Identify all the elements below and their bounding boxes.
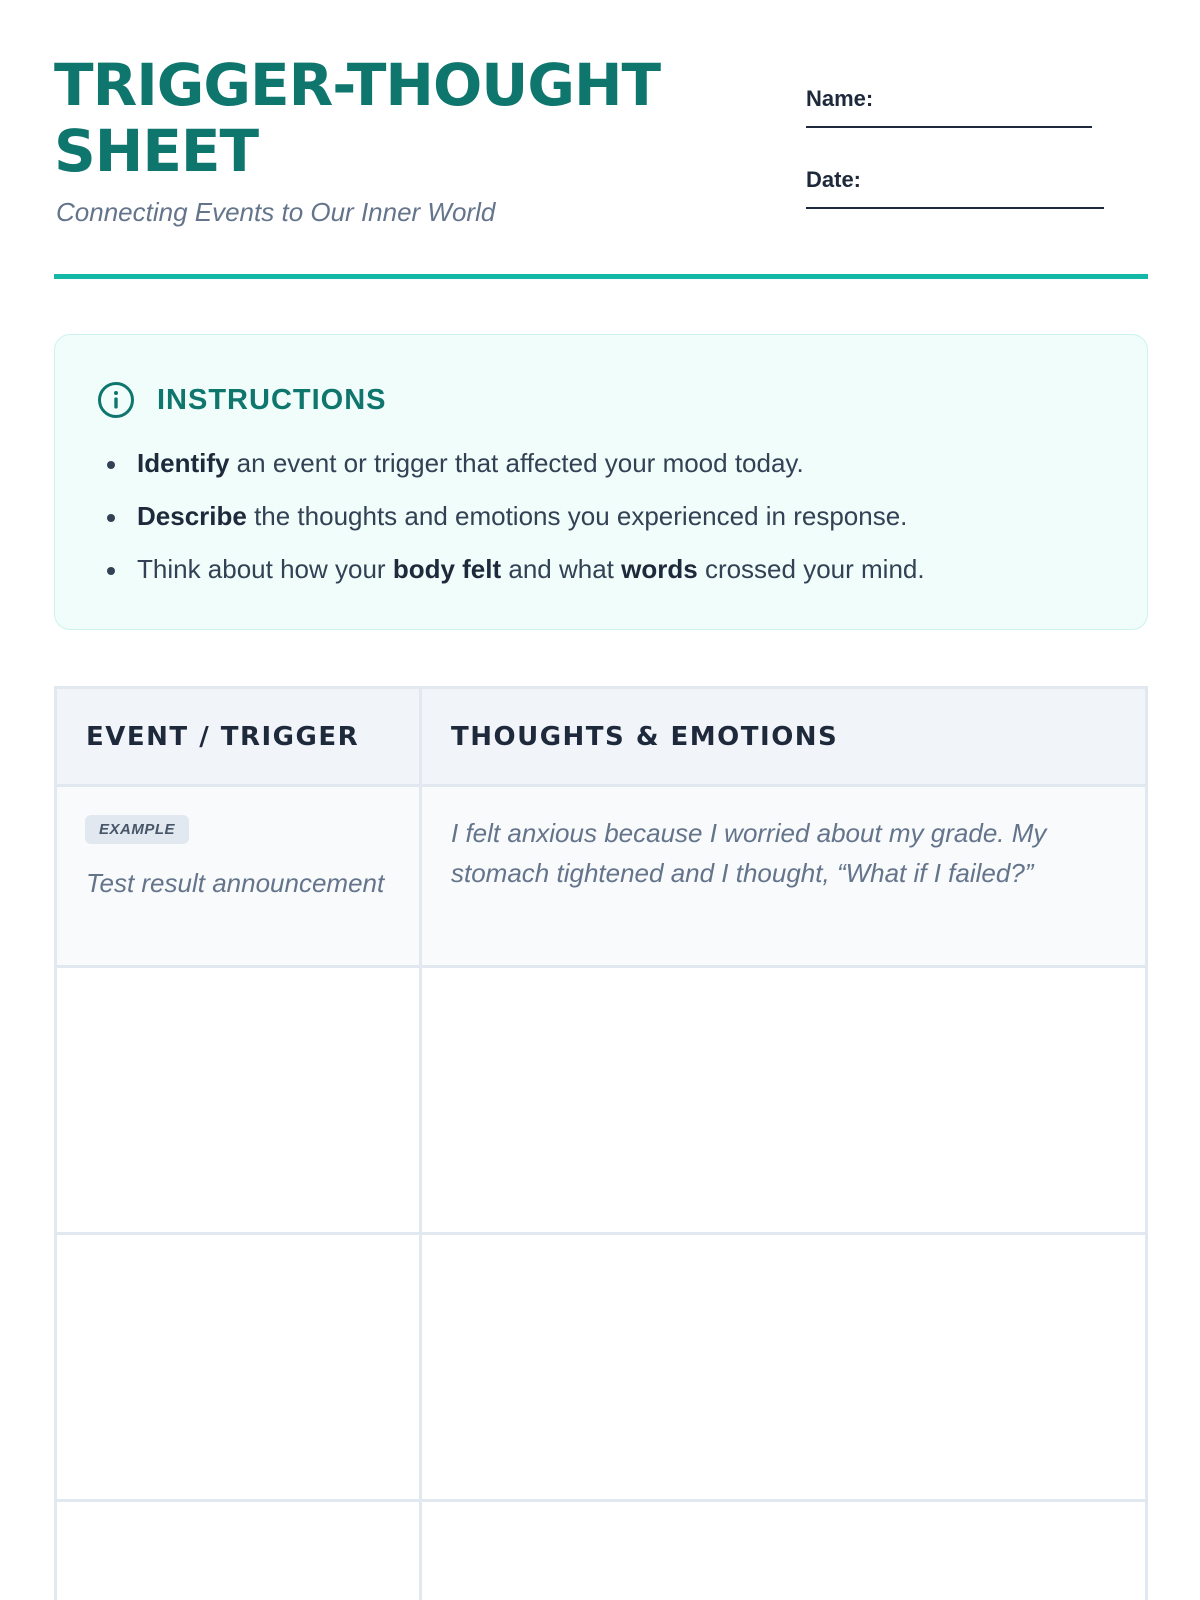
event-entry-cell[interactable] — [57, 1502, 422, 1600]
name-label: Name: — [806, 86, 874, 111]
instruction-text: the thoughts and emotions you experienced in response. — [246, 501, 908, 531]
example-event-text: Test result announcement — [86, 868, 385, 898]
instruction-text: and what — [501, 554, 622, 584]
instruction-keyword: body felt — [392, 554, 502, 584]
instructions-list — [107, 437, 925, 596]
instructions-heading — [97, 381, 387, 419]
meta-fields — [806, 86, 1126, 248]
example-thought-text: I felt anxious because I worried about my grade. My stomach tightened and I thought, “What if I failed?” — [451, 818, 1047, 888]
instruction-keyword: Identify — [137, 448, 230, 478]
table-row — [57, 1235, 1145, 1502]
example-row — [57, 787, 1145, 968]
event-entry-cell[interactable] — [57, 1235, 422, 1499]
trigger-thought-table — [54, 686, 1148, 1600]
thought-entry-cell[interactable] — [422, 968, 1145, 1232]
thought-entry-cell[interactable] — [422, 1235, 1145, 1499]
instructions-title: INSTRUCTIONS — [157, 383, 387, 416]
page-header — [54, 52, 1148, 236]
instruction-text: crossed your mind. — [697, 554, 925, 584]
title-line-2: SHEET — [54, 117, 259, 185]
thought-entry-cell[interactable] — [422, 1502, 1145, 1600]
example-badge: EXAMPLE — [85, 815, 189, 844]
page-subtitle: Connecting Events to Our Inner World — [56, 197, 496, 227]
instruction-item — [107, 437, 925, 490]
date-label: Date: — [806, 167, 862, 192]
example-event-cell — [57, 787, 422, 965]
table-row — [57, 968, 1145, 1235]
name-blank-line[interactable] — [806, 126, 1092, 128]
header-divider — [54, 274, 1148, 279]
page-title — [54, 52, 694, 184]
instruction-item — [107, 490, 925, 543]
title-line-1: TRIGGER-THOUGHT — [54, 51, 661, 119]
instructions-panel — [54, 334, 1148, 630]
instruction-text: Think about how your — [137, 554, 393, 584]
instruction-text: an event or trigger that affected your mood today. — [229, 448, 804, 478]
table-row — [57, 1502, 1145, 1600]
table-header-row — [57, 689, 1145, 787]
event-entry-cell[interactable] — [57, 968, 422, 1232]
column-header-event: EVENT / TRIGGER — [57, 689, 422, 784]
date-field[interactable] — [806, 167, 1126, 248]
instruction-keyword: Describe — [137, 501, 247, 531]
instruction-item — [107, 543, 925, 596]
instruction-keyword: words — [621, 554, 698, 584]
name-field[interactable] — [806, 86, 1126, 167]
info-icon — [97, 381, 135, 419]
example-thought-cell — [422, 787, 1145, 965]
column-header-thoughts: THOUGHTS & EMOTIONS — [451, 721, 839, 752]
date-blank-line[interactable] — [806, 207, 1104, 209]
